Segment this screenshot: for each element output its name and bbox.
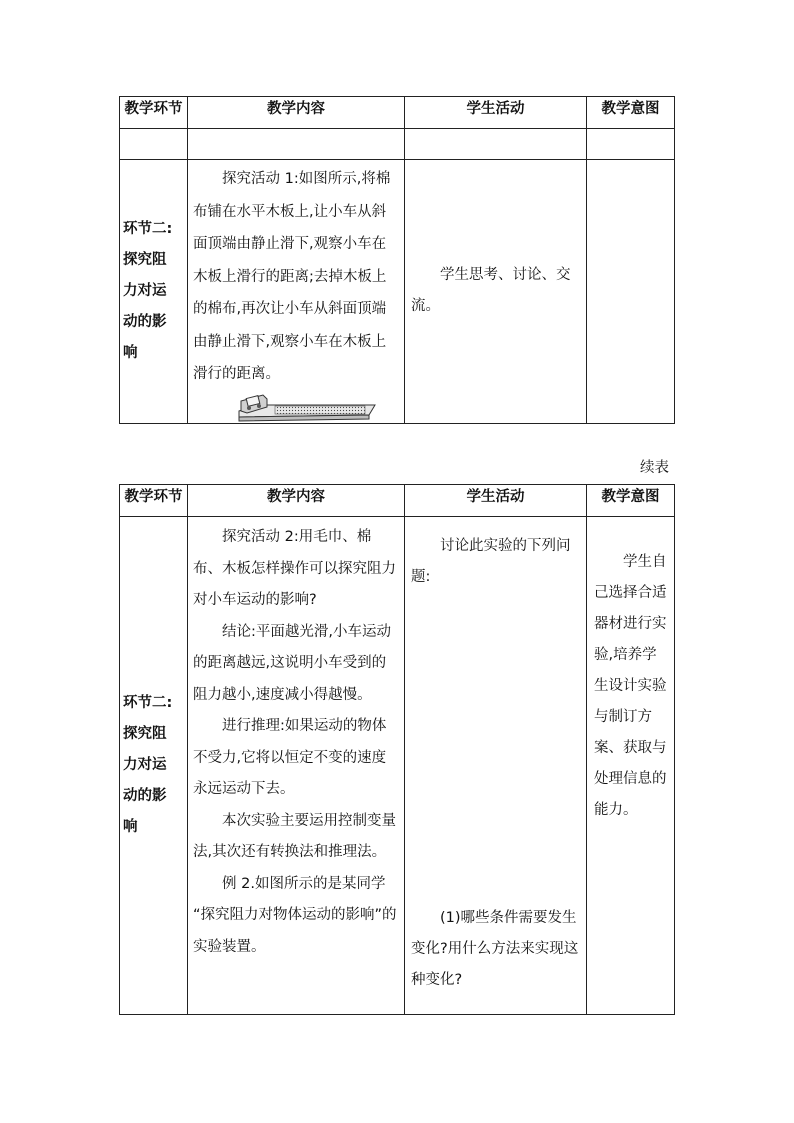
student-discussion-intro: 讨论此实验的下列问题: — [411, 538, 571, 585]
student-question-1: (1)哪些条件需要发生变化?用什么方法来实现这种变化? — [411, 910, 579, 988]
student-activity-cell — [405, 517, 587, 1015]
content-cell — [188, 517, 405, 1015]
conclusion-text: 结论:平面越光滑,小车运动的距离越远,这说明小车受到的阻力越小,速度减小得越慢。 — [193, 623, 391, 703]
intent-cell — [587, 517, 675, 1015]
intent-cell — [587, 160, 675, 424]
empty-cell — [587, 129, 675, 160]
spacer — [411, 593, 582, 903]
header-student-activity: 学生活动 — [405, 97, 587, 129]
activity-1-text: 探究活动 1:如图所示,将棉布铺在水平木板上,让小车从斜面顶端由静止滑下,观察小车在木板上滑行的距离;去掉木板上的棉布,再次让小车从斜面顶端由静止滑下,观察小车在木板上滑行的距离。 — [193, 171, 391, 382]
header-teaching-intent: 教学意图 — [587, 97, 675, 129]
continued-table-label: 续表 — [640, 460, 669, 476]
content-cell — [188, 160, 405, 424]
header-teaching-stage: 教学环节 — [120, 97, 188, 129]
student-activity-text: 学生思考、讨论、交流。 — [411, 267, 571, 315]
student-activity-cell — [405, 160, 587, 424]
example-2-text: 例 2.如图所示的是某同学 — [222, 875, 386, 892]
activity-2-text: 探究活动 2:用毛巾、棉布、木板怎样操作可以探究阻力对小车运动的影响? — [193, 529, 396, 608]
header-student-activity: 学生活动 — [405, 485, 587, 517]
header-teaching-stage: 教学环节 — [120, 485, 188, 517]
empty-cell — [188, 129, 405, 160]
header-teaching-content: 教学内容 — [188, 97, 405, 129]
header-teaching-intent: 教学意图 — [587, 485, 675, 517]
reasoning-text: 进行推理:如果运动的物体不受力,它将以恒定不变的速度永远运动下去。 — [193, 718, 387, 797]
teaching-intent-text: 学生自己选择合适器材进行实验,培养学生设计实验与制订方案、获取与处理信息的能力。 — [594, 554, 667, 818]
empty-cell — [405, 129, 587, 160]
section-label: 环节二: 探究阻 力对运 动的影 响 — [120, 160, 188, 424]
lesson-table-1 — [119, 96, 675, 424]
section-label: 环节二: 探究阻 力对运 动的影 响 — [120, 517, 188, 1015]
example-2-continued: “探究阻力对物体运动的影响”的实验装置。 — [193, 907, 397, 955]
empty-cell — [120, 129, 188, 160]
cart-on-ramp-board-illustration — [237, 391, 377, 423]
method-text: 本次实验主要运用控制变量法,其次还有转换法和推理法。 — [193, 812, 396, 860]
header-teaching-content: 教学内容 — [188, 485, 405, 517]
lesson-table-2 — [119, 484, 675, 1015]
